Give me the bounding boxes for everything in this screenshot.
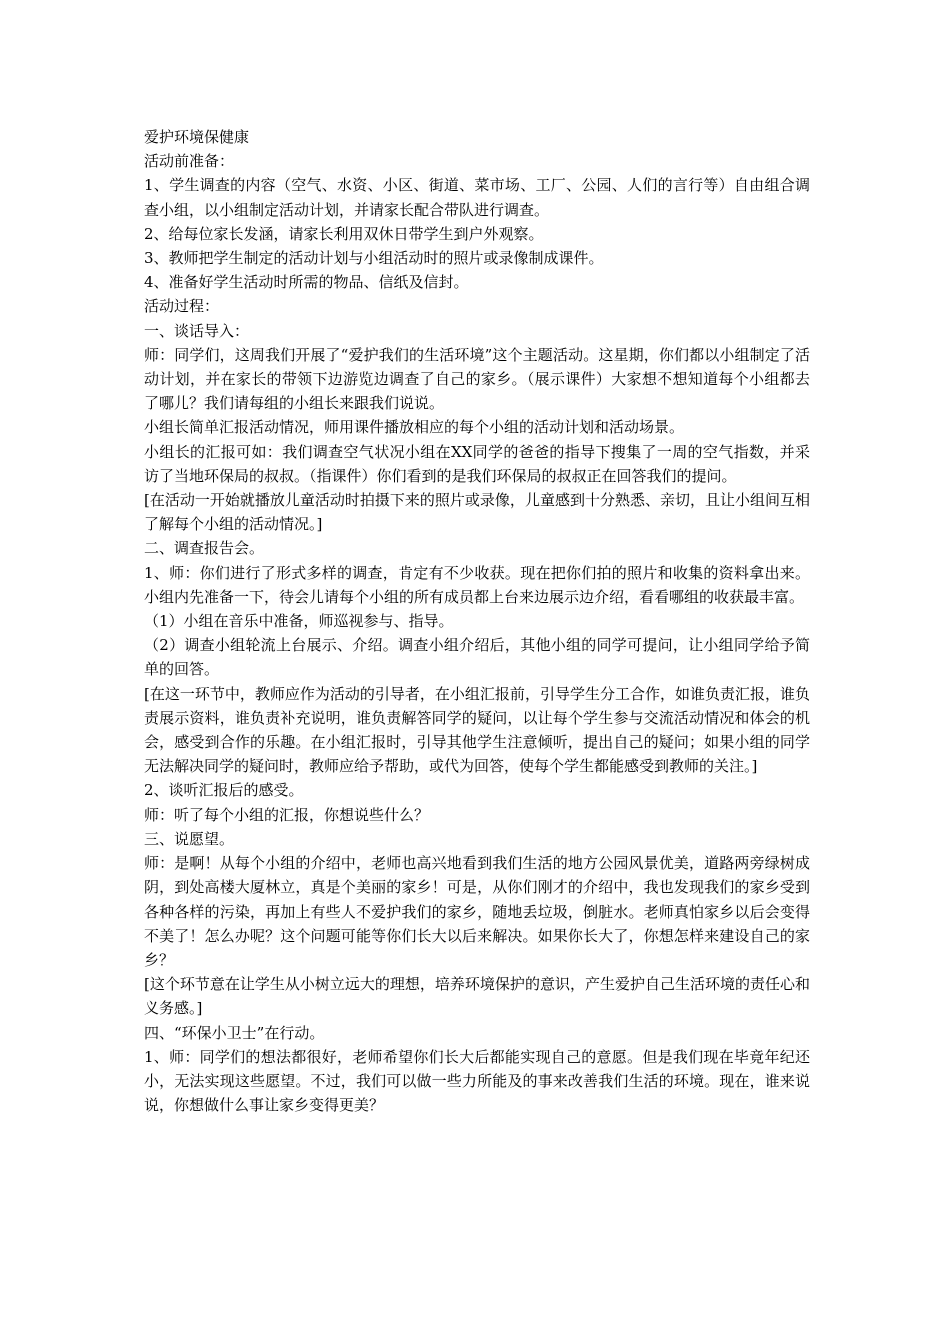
preparation-item-4: 4、准备好学生活动时所需的物品、信纸及信封。 bbox=[144, 273, 469, 292]
step-heading-3: 三、说愿望。 bbox=[144, 829, 235, 848]
section-heading-preparation: 活动前准备： bbox=[144, 152, 235, 171]
step-heading-4: 四、“环保小卫士”在行动。 bbox=[144, 1023, 325, 1042]
paragraph: 2、谈听汇报后的感受。 bbox=[144, 781, 304, 800]
document-title: 爱护环境保健康 bbox=[144, 128, 250, 146]
paragraph: 师：听了每个小组的汇报，你想说些什么？ bbox=[144, 805, 430, 824]
preparation-item-1: 1、学生调查的内容（空气、水资、小区、街道、菜市场、工厂、公园、人们的言行等）自由组合调查小组，以小组制定活动计划，并请家长配合带队进行调查。 bbox=[144, 176, 810, 219]
paragraph: 1、师：你们进行了形式多样的调查，肯定有不少收获。现在把你们拍的照片和收集的资料拿出来。小组内先准备一下，待会儿请每个小组的所有成员都上台来边展示边介绍，看看哪组的收获最丰富。 bbox=[144, 563, 810, 606]
step-heading-1: 一、谈话导入： bbox=[144, 321, 250, 340]
paragraph: 1、师：同学们的想法都很好，老师希望你们长大后都能实现自己的意愿。但是我们现在毕竟年纪还小，无法实现这些愿望。不过，我们可以做一些力所能及的事来改善我们生活的环境。现在，谁来说说，你想做什么事让家乡变得更美？ bbox=[144, 1047, 810, 1115]
paragraph: 小组长简单汇报活动情况，师用课件播放相应的每个小组的活动计划和活动场景。 bbox=[144, 418, 685, 437]
commentary-note: [在活动一开始就播放儿童活动时拍摄下来的照片或录像，儿童感到十分熟悉、亲切，且让小组间互相了解每个小组的活动情况。] bbox=[144, 491, 810, 534]
section-heading-process: 活动过程： bbox=[144, 297, 220, 316]
paragraph: 师：是啊！从每个小组的介绍中，老师也高兴地看到我们生活的地方公园风景优美，道路两旁绿树成阴，到处高楼大厦林立，真是个美丽的家乡！可是，从你们刚才的介绍中，我也发现我们的家乡受到各种各样的污染，再加上有些人不爱护我们的家乡，随地丢垃圾，倒脏水。老师真怕家乡以后会变得不美了！怎么办呢？这个问题可能等你们长大以后来解决。如果你长大了，你想怎样来建设自己的家乡？ bbox=[144, 854, 810, 969]
paragraph: （1）小组在音乐中准备，师巡视参与、指导。 bbox=[144, 612, 454, 631]
preparation-item-2: 2、给每位家长发涵，请家长利用双休日带学生到户外观察。 bbox=[144, 224, 544, 243]
commentary-note: [在这一环节中，教师应作为活动的引导者，在小组汇报前，引导学生分工合作，如谁负责汇报，谁负责展示资料，谁负责补充说明，谁负责解答同学的疑问，以让每个学生参与交流活动情况和体会的机会，感受到合作的乐趣。在小组汇报时，引导其他学生注意倾听，提出自己的疑问；如果小组的同学无法解决同学的疑问时，教师应给予帮助，或代为回答，使每个学生都能感受到教师的关注。] bbox=[144, 684, 810, 776]
document-body bbox=[144, 125, 810, 1117]
paragraph: 小组长的汇报可如：我们调查空气状况小组在XX同学的爸爸的指导下搜集了一周的空气指数，并采访了当地环保局的叔叔。（指课件）你们看到的是我们环保局的叔叔正在回答我们的提问。 bbox=[144, 442, 810, 485]
preparation-item-3: 3、教师把学生制定的活动计划与小组活动时的照片或录像制成课件。 bbox=[144, 249, 604, 268]
paragraph: （2）调查小组轮流上台展示、介绍。调查小组介绍后，其他小组的同学可提问，让小组同学给予简单的回答。 bbox=[144, 636, 810, 679]
paragraph: 师：同学们，这周我们开展了“爱护我们的生活环境”这个主题活动。这星期，你们都以小组制定了活动计划，并在家长的带领下边游览边调查了自己的家乡。（展示课件）大家想不想知道每个小组都去了哪儿？我们请每组的小组长来跟我们说说。 bbox=[144, 345, 810, 413]
commentary-note: [这个环节意在让学生从小树立远大的理想，培养环境保护的意识，产生爱护自己生活环境的责任心和义务感。] bbox=[144, 975, 810, 1018]
step-heading-2: 二、调查报告会。 bbox=[144, 539, 265, 558]
